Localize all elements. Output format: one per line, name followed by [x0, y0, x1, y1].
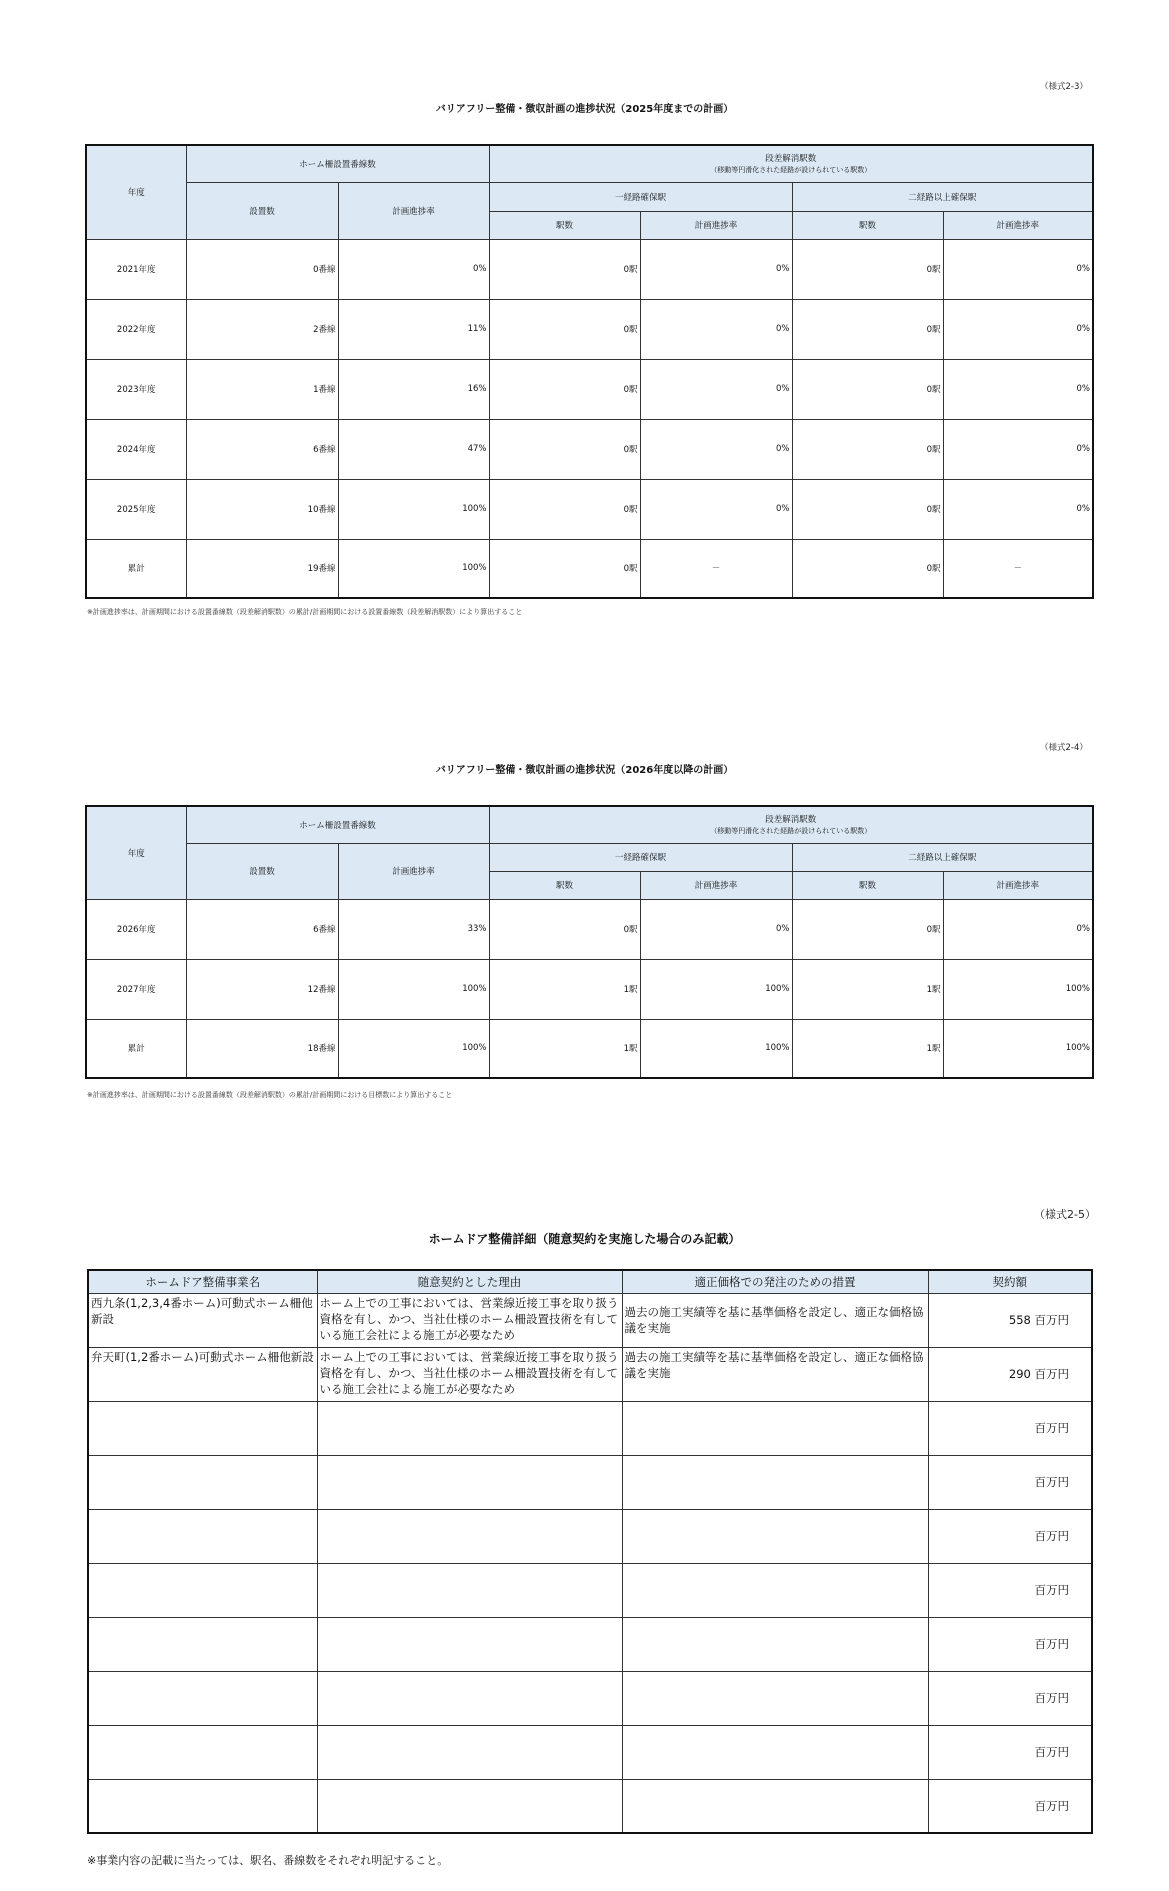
cell-install: 19番線	[186, 539, 338, 598]
table-row	[86, 239, 1093, 299]
table-row	[88, 1563, 1092, 1617]
cell-measure	[622, 1671, 928, 1725]
cell-install: 18番線	[186, 1019, 338, 1078]
header-measure: 適正価格での発注のための措置	[622, 1270, 928, 1293]
table-row	[86, 959, 1093, 1019]
cell-amount: 百万円	[928, 1725, 1092, 1779]
form-label-2-5: （様式2-5）	[1034, 1208, 1096, 1221]
header-one-route: 一経路確保駅	[489, 843, 792, 871]
cell-two-stations: 0駅	[792, 239, 943, 299]
section3-title: ホームドア整備詳細（随意契約を実施した場合のみ記載）	[428, 1232, 741, 1246]
header-amount: 契約額	[928, 1270, 1092, 1293]
cell-measure	[622, 1455, 928, 1509]
cell-two-rate: 0%	[943, 899, 1093, 959]
form-label-2-3: （様式2-3）	[1040, 82, 1088, 92]
cell-two-rate: 0%	[943, 479, 1093, 539]
cell-two-rate: 0%	[943, 299, 1093, 359]
cell-rate: 33%	[338, 899, 489, 959]
cell-amount: 百万円	[928, 1671, 1092, 1725]
cell-one-stations: 0駅	[489, 359, 640, 419]
cell-one-rate: 0%	[640, 299, 792, 359]
cell-rate: 100%	[338, 539, 489, 598]
table-row	[86, 419, 1093, 479]
cell-project	[88, 1617, 317, 1671]
cell-amount: 百万円	[928, 1563, 1092, 1617]
header-install-count: 設置数	[186, 182, 338, 239]
cell-one-stations: 1駅	[489, 959, 640, 1019]
cell-reason	[317, 1563, 622, 1617]
header-two-route: 二経路以上確保駅	[792, 843, 1093, 871]
header-level-group-label: 段差解消駅数	[765, 154, 817, 165]
cell-reason	[317, 1779, 622, 1833]
table-row	[88, 1725, 1092, 1779]
cell-project	[88, 1455, 317, 1509]
cell-reason: ホーム上での工事においては、営業線近接工事を取り扱う資格を有し、かつ、当社仕様のホーム柵設置技術を有している施工会社による施工が必要なため	[317, 1293, 622, 1347]
header-plan-rate-b: 計画進捗率	[943, 871, 1093, 899]
cell-one-rate: －	[640, 539, 792, 598]
cell-year: 2021年度	[86, 239, 186, 299]
cell-measure	[622, 1725, 928, 1779]
cell-year: 2027年度	[86, 959, 186, 1019]
table-row	[88, 1509, 1092, 1563]
cell-one-stations: 0駅	[489, 899, 640, 959]
table-row	[88, 1293, 1092, 1347]
cell-project	[88, 1671, 317, 1725]
cell-install: 0番線	[186, 239, 338, 299]
cell-install: 6番線	[186, 899, 338, 959]
header-level-group-sub: （移動等円滑化された経路が設けられている駅数）	[710, 166, 872, 175]
header-plan-rate: 計画進捗率	[338, 843, 489, 899]
table-row	[86, 899, 1093, 959]
cell-two-stations: 1駅	[792, 959, 943, 1019]
cell-reason	[317, 1455, 622, 1509]
cell-rate: 100%	[338, 479, 489, 539]
cell-two-stations: 0駅	[792, 479, 943, 539]
header-level-group	[489, 145, 1093, 182]
cell-project	[88, 1563, 317, 1617]
cell-one-rate: 0%	[640, 479, 792, 539]
cell-two-stations: 1駅	[792, 1019, 943, 1078]
cell-project	[88, 1779, 317, 1833]
cell-one-stations: 0駅	[489, 239, 640, 299]
cell-two-rate: 100%	[943, 1019, 1093, 1078]
header-level-group-sub: （移動等円滑化された経路が設けられている駅数）	[710, 827, 872, 836]
table-row	[86, 359, 1093, 419]
header-plan-rate-a: 計画進捗率	[640, 211, 792, 239]
cell-two-stations: 0駅	[792, 539, 943, 598]
cell-measure	[622, 1563, 928, 1617]
table-row	[88, 1779, 1092, 1833]
cell-rate: 16%	[338, 359, 489, 419]
cell-reason	[317, 1725, 622, 1779]
table-row	[88, 1617, 1092, 1671]
cell-year: 2023年度	[86, 359, 186, 419]
cell-one-rate: 100%	[640, 1019, 792, 1078]
cell-year: 累計	[86, 1019, 186, 1078]
cell-measure	[622, 1509, 928, 1563]
cell-measure	[622, 1617, 928, 1671]
cell-reason	[317, 1401, 622, 1455]
cell-reason	[317, 1617, 622, 1671]
cell-one-stations: 0駅	[489, 419, 640, 479]
cell-one-rate: 0%	[640, 419, 792, 479]
header-level-group-label: 段差解消駅数	[765, 815, 817, 826]
header-stations-a: 駅数	[489, 871, 640, 899]
section2-note: ※計画進捗率は、計画期間における設置番線数（段差解消駅数）の累計/計画期間における目標数により算出すること	[87, 1091, 453, 1099]
cell-reason: ホーム上での工事においては、営業線近接工事を取り扱う資格を有し、かつ、当社仕様のホーム柵設置技術を有している施工会社による施工が必要なため	[317, 1347, 622, 1401]
cell-measure	[622, 1401, 928, 1455]
cell-one-rate: 100%	[640, 959, 792, 1019]
cell-one-stations: 1駅	[489, 1019, 640, 1078]
table-row-total	[86, 539, 1093, 598]
cell-rate: 100%	[338, 959, 489, 1019]
progress-table-2025	[85, 144, 1094, 599]
table-row	[86, 299, 1093, 359]
cell-install: 10番線	[186, 479, 338, 539]
cell-two-rate: －	[943, 539, 1093, 598]
cell-amount: 百万円	[928, 1779, 1092, 1833]
cell-rate: 100%	[338, 1019, 489, 1078]
header-plan-rate-b: 計画進捗率	[943, 211, 1093, 239]
cell-rate: 47%	[338, 419, 489, 479]
cell-amount: 百万円	[928, 1617, 1092, 1671]
header-stations-b: 駅数	[792, 871, 943, 899]
header-project: ホームドア整備事業名	[88, 1270, 317, 1293]
header-level-group	[489, 806, 1093, 843]
cell-reason	[317, 1671, 622, 1725]
table-row	[88, 1671, 1092, 1725]
table-row	[86, 479, 1093, 539]
cell-rate: 0%	[338, 239, 489, 299]
cell-one-rate: 0%	[640, 239, 792, 299]
section2-title: バリアフリー整備・徴収計画の進捗状況（2026年度以降の計画）	[435, 765, 734, 776]
cell-reason	[317, 1509, 622, 1563]
cell-two-stations: 0駅	[792, 419, 943, 479]
table-row	[88, 1401, 1092, 1455]
cell-year: 2024年度	[86, 419, 186, 479]
header-reason: 随意契約とした理由	[317, 1270, 622, 1293]
cell-one-stations: 0駅	[489, 539, 640, 598]
cell-two-rate: 0%	[943, 419, 1093, 479]
header-one-route: 一経路確保駅	[489, 182, 792, 211]
table-row	[88, 1455, 1092, 1509]
cell-project	[88, 1401, 317, 1455]
cell-two-stations: 0駅	[792, 359, 943, 419]
cell-measure: 過去の施工実績等を基に基準価格を設定し、適正な価格協議を実施	[622, 1293, 928, 1347]
cell-two-rate: 0%	[943, 359, 1093, 419]
table-row-total	[86, 1019, 1093, 1078]
cell-year: 2025年度	[86, 479, 186, 539]
cell-one-stations: 0駅	[489, 479, 640, 539]
cell-project: 弁天町(1,2番ホーム)可動式ホーム柵他新設	[88, 1347, 317, 1401]
header-plan-rate-a: 計画進捗率	[640, 871, 792, 899]
header-plan-rate: 計画進捗率	[338, 182, 489, 239]
header-stations-a: 駅数	[489, 211, 640, 239]
header-year: 年度	[86, 806, 186, 899]
section1-note: ※計画進捗率は、計画期間における設置番線数（段差解消駅数）の累計/計画期間における設置番線数（段差解消駅数）により算出すること	[87, 608, 523, 616]
cell-amount: 百万円	[928, 1455, 1092, 1509]
header-two-route: 二経路以上確保駅	[792, 182, 1093, 211]
cell-two-rate: 0%	[943, 239, 1093, 299]
section3-note: ※事業内容の記載に当たっては、駅名、番線数をそれぞれ明記すること。	[87, 1854, 449, 1867]
cell-one-rate: 0%	[640, 899, 792, 959]
cell-project	[88, 1509, 317, 1563]
header-platform-group: ホーム柵設置番線数	[186, 145, 489, 182]
header-year: 年度	[86, 145, 186, 239]
header-stations-b: 駅数	[792, 211, 943, 239]
cell-install: 2番線	[186, 299, 338, 359]
cell-year: 2026年度	[86, 899, 186, 959]
cell-install: 1番線	[186, 359, 338, 419]
progress-table-2026	[85, 805, 1094, 1079]
cell-two-rate: 100%	[943, 959, 1093, 1019]
cell-year: 累計	[86, 539, 186, 598]
header-install-count: 設置数	[186, 843, 338, 899]
table-row	[88, 1347, 1092, 1401]
cell-project: 西九条(1,2,3,4番ホーム)可動式ホーム柵他新設	[88, 1293, 317, 1347]
section1-title: バリアフリー整備・徴収計画の進捗状況（2025年度までの計画）	[435, 104, 734, 115]
form-label-2-4: （様式2-4）	[1040, 743, 1088, 753]
cell-amount: 290 百万円	[928, 1347, 1092, 1401]
cell-measure	[622, 1779, 928, 1833]
homedoor-detail-table	[87, 1269, 1093, 1834]
cell-one-stations: 0駅	[489, 299, 640, 359]
cell-measure: 過去の施工実績等を基に基準価格を設定し、適正な価格協議を実施	[622, 1347, 928, 1401]
cell-rate: 11%	[338, 299, 489, 359]
cell-year: 2022年度	[86, 299, 186, 359]
cell-two-stations: 0駅	[792, 899, 943, 959]
cell-install: 12番線	[186, 959, 338, 1019]
cell-amount: 558 百万円	[928, 1293, 1092, 1347]
cell-amount: 百万円	[928, 1401, 1092, 1455]
cell-project	[88, 1725, 317, 1779]
cell-amount: 百万円	[928, 1509, 1092, 1563]
cell-install: 6番線	[186, 419, 338, 479]
header-platform-group: ホーム柵設置番線数	[186, 806, 489, 843]
cell-two-stations: 0駅	[792, 299, 943, 359]
cell-one-rate: 0%	[640, 359, 792, 419]
